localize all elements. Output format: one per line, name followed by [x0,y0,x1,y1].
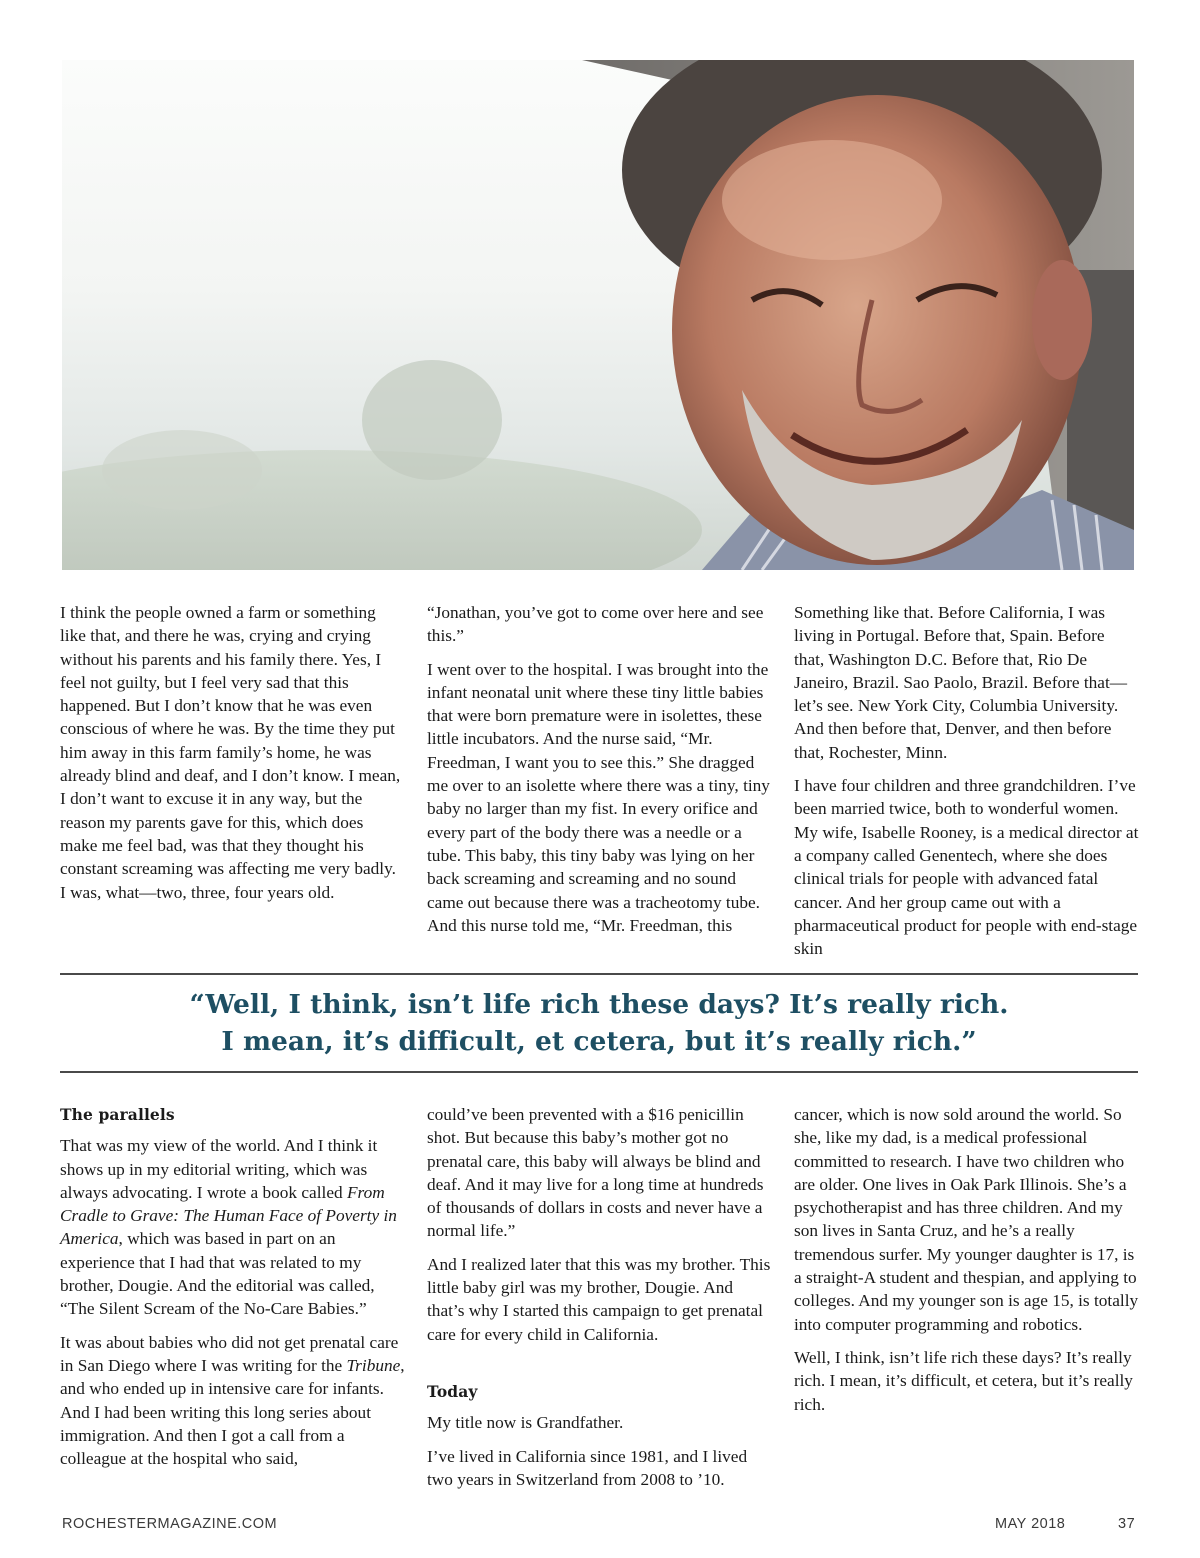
parallels-paragraph-1 [60,1134,405,1320]
today-paragraph-2: I’ve lived in California since 1981, and I lived two years in Switzerland from 2008 to ’10. [427,1446,748,1489]
parallels-p2-text-b: , and who ended up in intensive care for infants. And I had been writing this long series about immigration. And then I got a call from a colleague at the hospital who said, [60,1355,405,1469]
top-col2-paragraph-1: “Jonathan, you’ve got to come over here and see this.” [427,603,764,646]
pullquote-top-rule [60,973,1138,975]
top-col2-paragraph-2: I went over to the hospital. I was brought into the infant neonatal unit where these tiny little babies that were born premature were in isolettes, these little incubators. And the nurse said, “Mr. Freedman, I want you to see this.” She dragged me over to an isolette where there was a tiny, tiny baby no larger than my fist. In every orifice and every part of the body there was a needle or a tube. This baby, this tiny baby was lying on her back screaming and screaming and no sound came out because there was a tracheotomy tube. And this nurse told me, “Mr. Freedman, this [427,659,770,935]
parallels-p1-text-a: That was my view of the world. And I think it shows up in my editorial writing, which was always advocating. I wrote a book called [60,1136,378,1202]
bottom-col3-paragraph-1: cancer, which is now sold around the world. So she, like my dad, is a medical professional committed to research. I have two children who are older. One lives in Oak Park Illinois. She’s a psychotherapist and has three children. And my son lives in Santa Cruz, and he’s a really tremendous surfer. My younger daughter is 17, is a straight-A student and thespian, and applying to colleges. And my younger son is age 15, is totally into computer programming and robotics. [794,1105,1139,1334]
top-column-3 [794,601,1139,970]
newspaper-title: Tribune [346,1355,401,1375]
bottom-col3-paragraph-2: Well, I think, isn’t life rich these days? It’s really rich. I mean, it’s difficult, et cetera, but it’s really rich. [794,1347,1133,1414]
today-paragraph-1: My title now is Grandfather. [427,1413,624,1433]
bottom-col2-paragraph-1: could’ve been prevented with a $16 penicillin shot. But because this baby’s mother got no prenatal care, this baby will always be blind and deaf. And it may live for a long time at hundreds of thousands of dollars in costs and never have a normal life.” [427,1105,764,1241]
bottom-column-1 [60,1103,405,1480]
bottom-column-2 [427,1103,772,1501]
section-heading-today: Today [427,1381,478,1401]
portrait-photo [62,60,1134,570]
parallels-p2-text-a: It was about babies who did not get prenatal care in San Diego where I was writing for the [60,1332,399,1375]
top-col1-paragraph: I think the people owned a farm or something like that, and there he was, crying and crying without his parents and his family there. Yes, I feel not guilty, but I feel very sad that this happened. But I don’t know that he was even conscious of where he was. By the time they put him away in this farm family’s home, he was already blind and deaf, and I don’t know. I mean, I don’t want to excuse it in any way, but the reason my parents gave for this, which does make me feel bad, was that they thought his constant screaming was affecting me very badly. I was, what—two, three, four years old. [60,603,401,902]
footer-page-number: 37 [1118,1516,1136,1532]
pull-quote [60,986,1138,1060]
parallels-paragraph-2 [60,1331,405,1471]
bottom-column-3 [794,1103,1139,1426]
book-title: From Cradle to Grave: The Human Face of Poverty in America [60,1182,397,1249]
pullquote-bottom-rule [60,1071,1138,1073]
portrait-photo-icon [62,60,1134,570]
footer-website: ROCHESTERMAGAZINE.COM [62,1516,278,1532]
top-col3-paragraph-1: Something like that. Before California, I was living in Portugal. Before that, Spain. Before that, Washington D.C. Before that, Rio De Janeiro, Brazil. Sao Paolo, Brazil. Before that—let’s see. New York City, Columbia University. And then before that, Denver, and then before that, Rochester, Minn. [794,603,1128,762]
top-col3-paragraph-2: I have four children and three grandchildren. I’ve been married twice, both to wonderful women. My wife, Isabelle Rooney, is a medical director at a company called Genentech, where she does clinical trials for people with advanced fatal cancer. And her group came out with a pharmaceutical product for people with end-stage skin [794,776,1139,959]
top-column-1 [60,601,405,914]
pull-quote-line-1: “Well, I think, isn’t life rich these days? It’s really rich. [189,989,1009,1020]
bottom-col2-paragraph-2: And I realized later that this was my brother. This little baby girl was my brother, Dougie. And that’s why I started this campaign to get prenatal care for every child in California. [427,1254,771,1344]
parallels-p1-text-b: , which was based in part on an experience that I had that was related to my brother, Dougie. And the editorial was called, “The Silent Scream of the No-Care Babies.” [60,1229,375,1319]
top-column-2 [427,601,772,947]
pull-quote-line-2: I mean, it’s difficult, et cetera, but it’s really rich.” [221,1026,977,1057]
section-heading-parallels: The parallels [60,1105,175,1124]
footer-issue-date: MAY 2018 [995,1516,1066,1532]
